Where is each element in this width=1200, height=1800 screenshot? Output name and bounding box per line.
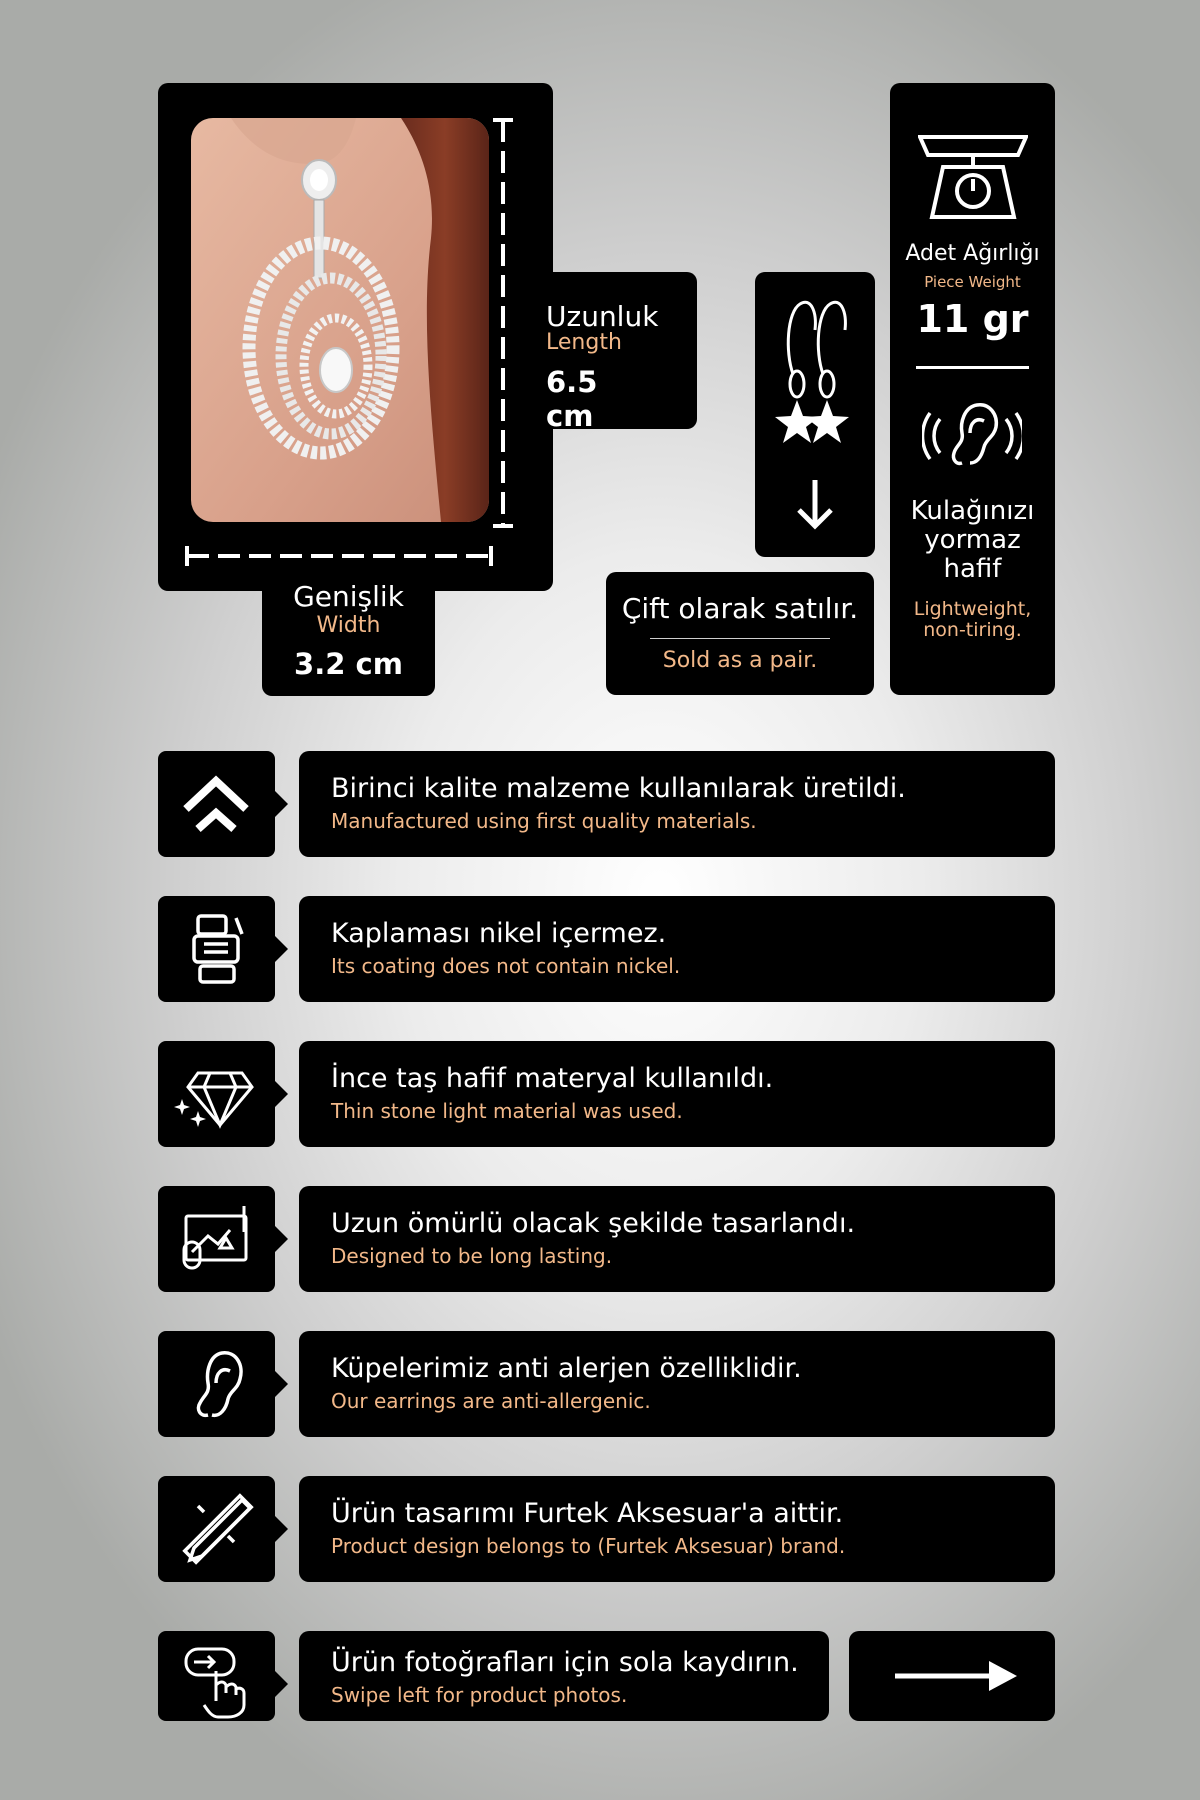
layers-up-icon [158,751,275,857]
feature-4-tr: Uzun ömürlü olacak şekilde tasarlandı. [331,1208,856,1239]
swipe-icon-box [158,1631,275,1721]
hook-earring-icon [755,272,875,557]
length-label-en: Length [546,330,622,355]
comfort-en-line1: Lightweight, [913,598,1032,620]
scale-icon [918,135,1028,220]
feature-5-tr: Küpelerimiz anti alerjen özelliklidir. [331,1353,802,1384]
pair-divider [650,638,830,639]
weight-divider [916,366,1029,369]
feature-row-3 [299,1041,1055,1147]
swipe-label-tr: Ürün fotoğrafları için sola kaydırın. [331,1647,799,1678]
pencil-ruler-icon [158,1476,275,1582]
feature-icon-box-6 [158,1476,275,1582]
length-ruler [488,118,518,530]
weight-label-tr: Adet Ağırlığı [905,241,1040,266]
hook-earring-panel [755,272,875,557]
comfort-tr-line3: hafif [943,554,1002,584]
design-tools-icon [158,1186,275,1292]
photo-frame [158,83,553,591]
coating-icon [158,896,275,1002]
length-label-tr: Uzunluk [546,300,659,333]
weight-value: 11 gr [916,297,1029,341]
ear-icon [158,1331,275,1437]
width-ruler [185,541,495,571]
feature-1-en: Manufactured using first quality materials. [331,809,757,833]
comfort-label-tr [890,497,1055,584]
swipe-arrow-button[interactable] [849,1631,1055,1721]
swipe-hand-icon [158,1631,275,1721]
feature-2-en: Its coating does not contain nickel. [331,954,681,978]
weight-panel [890,83,1055,695]
feature-icon-box-2 [158,896,275,1002]
diamond-icon [158,1041,275,1147]
earring-photo-illustration [191,118,489,522]
feature-4-en: Designed to be long lasting. [331,1244,613,1268]
comfort-label-en [890,599,1055,641]
earring-photo [191,118,489,522]
swipe-instruction [299,1631,829,1721]
width-value: 3.2 cm [294,647,403,681]
right-arrow-icon [849,1631,1055,1721]
feature-row-6 [299,1476,1055,1582]
swipe-label-en: Swipe left for product photos. [331,1683,628,1707]
feature-row-2 [299,896,1055,1002]
comfort-tr-line1: Kulağınızı [910,496,1035,526]
feature-icon-box-4 [158,1186,275,1292]
length-value: 6.5 cm [546,365,598,433]
feature-6-tr: Ürün tasarımı Furtek Aksesuar'a aittir. [331,1498,844,1529]
feature-3-tr: İnce taş hafif materyal kullanıldı. [331,1063,774,1094]
sold-as-pair-panel [606,572,874,695]
weight-label-en: Piece Weight [924,273,1021,291]
feature-icon-box-3 [158,1041,275,1147]
feature-5-en: Our earrings are anti-allergenic. [331,1389,651,1413]
feature-1-tr: Birinci kalite malzeme kullanılarak üretildi. [331,773,906,804]
ear-sound-icon [922,393,1022,473]
down-arrow-icon [799,480,831,526]
feature-2-tr: Kaplaması nikel içermez. [331,918,667,949]
feature-6-en: Product design belongs to (Furtek Aksesuar) brand. [331,1534,846,1558]
feature-row-4 [299,1186,1055,1292]
feature-icon-box-5 [158,1331,275,1437]
pair-label-tr: Çift olarak satılır. [621,592,859,625]
length-panel [542,272,697,433]
pair-label-en: Sold as a pair. [662,648,818,673]
feature-row-1 [299,751,1055,857]
feature-icon-box-1 [158,751,275,857]
comfort-en-line2: non-tiring. [923,619,1022,641]
comfort-tr-line2: yormaz [924,525,1021,555]
width-label-tr: Genişlik [293,580,404,613]
feature-3-en: Thin stone light material was used. [331,1099,683,1123]
width-panel [262,580,435,696]
feature-row-5 [299,1331,1055,1437]
width-label-en: Width [316,613,381,638]
